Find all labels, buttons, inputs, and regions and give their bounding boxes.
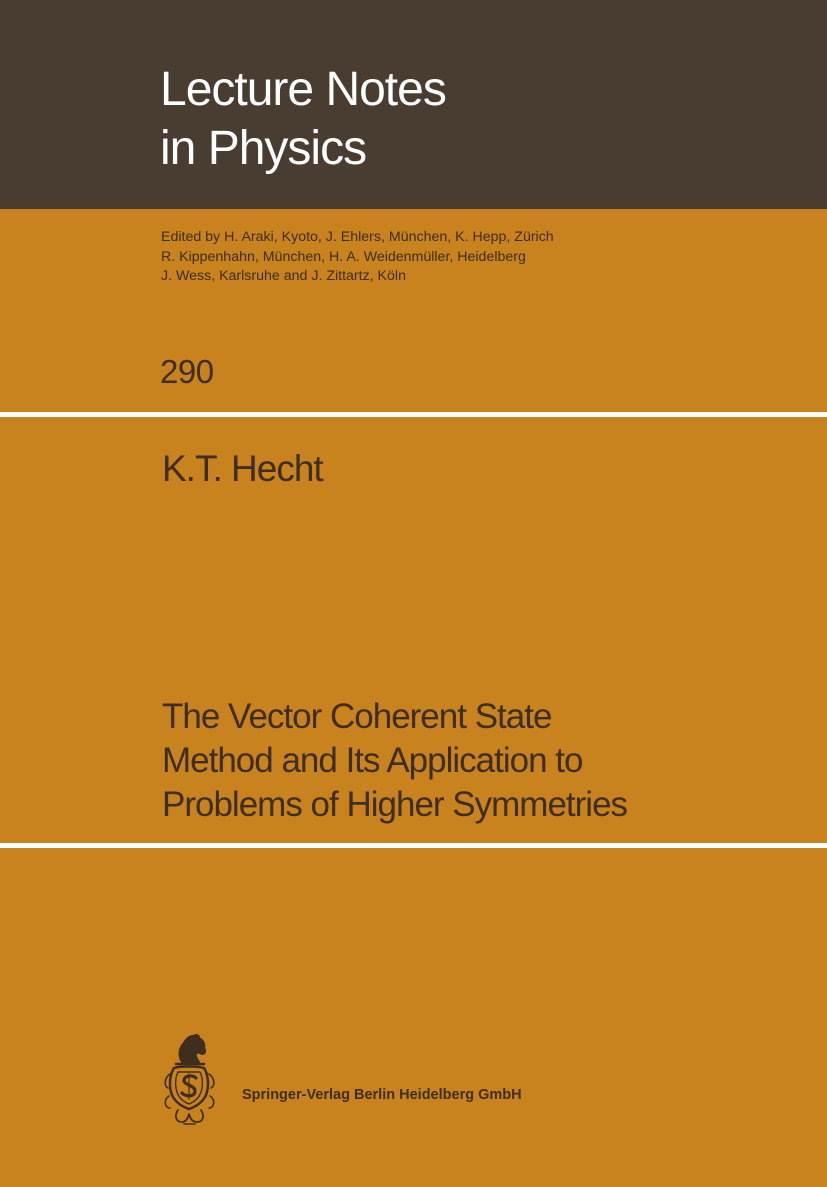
publisher-name: Springer-Verlag Berlin Heidelberg GmbH xyxy=(242,1087,522,1103)
editors-block xyxy=(161,228,554,287)
book-title-line: The Vector Coherent State xyxy=(162,697,552,736)
series-header-band xyxy=(0,0,827,209)
series-title-line1: Lecture Notes xyxy=(160,63,446,116)
springer-knight-logo-icon xyxy=(160,1030,220,1128)
volume-number: 290 xyxy=(160,353,214,390)
divider-rule-top xyxy=(0,412,827,417)
editors-line: J. Wess, Karlsruhe and J. Zittartz, Köln xyxy=(161,268,406,284)
book-title xyxy=(162,695,627,827)
editors-line: Edited by H. Araki, Kyoto, J. Ehlers, München, K. Hepp, Zürich xyxy=(161,229,554,245)
editors-line: R. Kippenhahn, München, H. A. Weidenmüller, Heidelberg xyxy=(161,248,526,265)
series-title-line2: in Physics xyxy=(160,122,367,175)
divider-rule-bottom xyxy=(0,843,827,848)
author-name: K.T. Hecht xyxy=(162,448,323,489)
book-title-line: Problems of Higher Symmetries xyxy=(162,785,628,824)
book-title-line: Method and Its Application to xyxy=(162,741,583,780)
